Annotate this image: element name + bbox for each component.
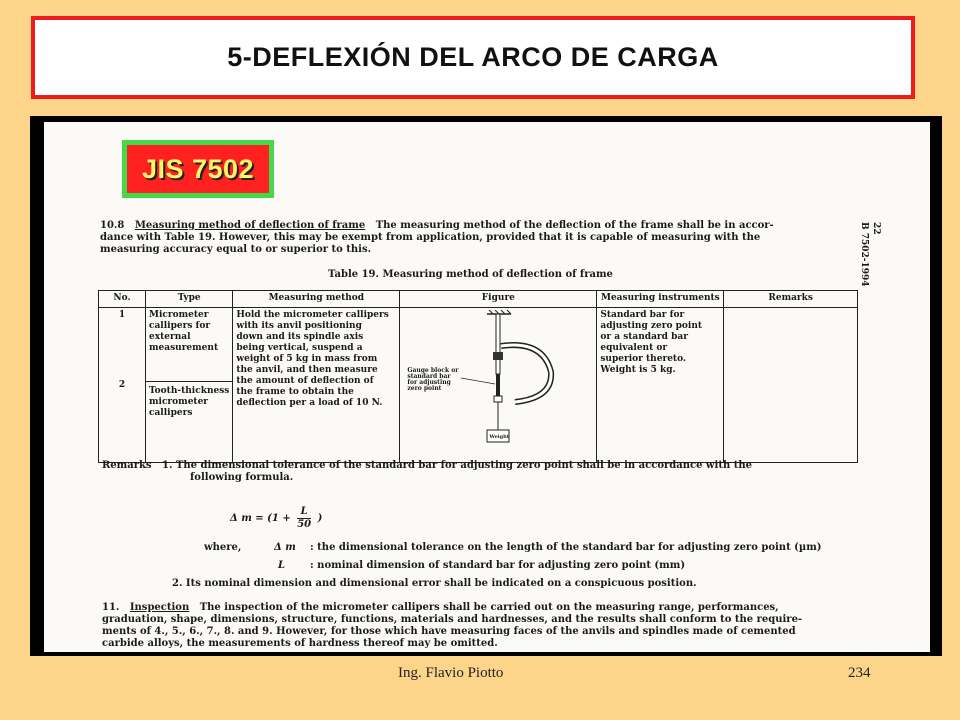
- type-cell: [146, 308, 233, 463]
- row1-type-line: measurement: [149, 343, 219, 353]
- table-row: [99, 308, 858, 463]
- row1-type-line: external: [149, 332, 191, 342]
- method-line: the amount of deflection of: [236, 376, 374, 386]
- instruments-line: equivalent or: [600, 343, 668, 353]
- section-11-line1: [102, 602, 779, 614]
- figure-label-line: for adjusting: [407, 379, 451, 386]
- figure-label-line: Gauge block or: [407, 367, 459, 374]
- table-title: Table 19. Measuring method of deflection of frame: [328, 269, 613, 280]
- slide-title: 5-DEFLEXIÓN DEL ARCO DE CARGA: [227, 42, 719, 72]
- formula-right: ): [317, 513, 323, 524]
- footer-page-number: 234: [848, 665, 871, 681]
- section-11-text-line2: graduation, shape, dimensions, structure, functions, materials and hardnesses, and the results shall conform to the require-: [102, 614, 803, 625]
- where-definition-dm: : the dimensional tolerance on the length of the standard bar for adjusting zero point (µm): [310, 542, 822, 553]
- section-11-text: The inspection of the micrometer callipers shall be carried out on the measuring range, performances,: [199, 602, 779, 613]
- header-method: Measuring method: [233, 291, 400, 308]
- remarks-label: Remarks: [102, 460, 152, 471]
- where-symbol-dm: Δ m: [274, 542, 296, 553]
- deflection-figure: [403, 310, 573, 450]
- section-number: 10.8: [100, 220, 125, 231]
- formula-denominator: 50: [297, 519, 312, 530]
- where-label: where,: [204, 542, 242, 553]
- method-line: weight of 5 kg in mass from: [236, 354, 378, 364]
- header-instruments: Measuring instruments: [597, 291, 724, 308]
- section-11-number: 11.: [102, 602, 120, 613]
- table-header-row: [99, 291, 858, 308]
- instruments-line: Weight is 5 kg.: [600, 365, 676, 375]
- method-line: down and its spindle axis: [236, 332, 364, 342]
- figure-cell: [400, 308, 597, 463]
- where-definition-l: : nominal dimension of standard bar for adjusting zero point (mm): [310, 560, 686, 571]
- method-line: deflection per a load of 10 N.: [236, 398, 383, 408]
- section-11-text-line4: carbide alloys, the measurements of hardness thereof may be omitted.: [102, 638, 498, 649]
- figure-label-line: zero point: [407, 385, 442, 392]
- instruments-line: adjusting zero point: [600, 321, 703, 331]
- scanned-page: [44, 122, 930, 652]
- weight-label: Weight: [489, 434, 510, 440]
- standard-page-header: [858, 222, 882, 287]
- header-figure: Figure: [400, 291, 597, 308]
- row1-no: 1: [118, 310, 126, 320]
- tolerance-formula: [230, 506, 322, 531]
- method-cell: [233, 308, 400, 463]
- section-heading: Measuring method of deflection of frame: [134, 220, 366, 231]
- formula-left: Δ m = (1 +: [230, 513, 291, 524]
- remark-2: 2. Its nominal dimension and dimensional error shall be indicated on a conspicuous position.: [172, 578, 697, 589]
- page-number: 22: [871, 222, 881, 235]
- figure-label: [407, 368, 458, 392]
- jis-badge-label: JIS 7502: [141, 153, 255, 184]
- remark-1-text-line2: following formula.: [190, 472, 294, 483]
- figure-label-line: standard bar: [407, 373, 451, 380]
- measuring-method-table: [98, 290, 858, 463]
- row2-type-line: Tooth-thickness: [149, 386, 230, 396]
- section-10-8-line1: [100, 220, 774, 232]
- section-text-line2: dance with Table 19. However, this may be exempt from application, provided that it is capable of measuring with the: [100, 232, 761, 243]
- section-text: The measuring method of the deflection of the frame shall be in accor-: [375, 220, 774, 231]
- remarks-cell: [724, 308, 858, 463]
- remark-1: [102, 460, 752, 472]
- row2-type-line: micrometer: [149, 397, 209, 407]
- row1-type-line: callipers for: [149, 321, 211, 331]
- row2-no: 2: [118, 380, 126, 390]
- header-no: No.: [99, 291, 146, 308]
- section-11-heading: Inspection: [129, 602, 190, 613]
- slide-title-box: [31, 16, 915, 99]
- method-line: Hold the micrometer callipers: [236, 310, 389, 320]
- row-numbers: [99, 308, 146, 463]
- formula-numerator: L: [297, 506, 311, 519]
- instruments-cell: [597, 308, 724, 463]
- header-type: Type: [146, 291, 233, 308]
- section-text-line3: measuring accuracy equal to or superior to this.: [100, 244, 372, 255]
- header-remarks: Remarks: [724, 291, 858, 308]
- where-symbol-l: L: [278, 560, 286, 571]
- instruments-line: superior thereto.: [600, 354, 687, 364]
- standard-code: B 7502-1994: [859, 222, 869, 287]
- footer-author: Ing. Flavio Piotto: [398, 665, 504, 681]
- remark-1-text: 1. The dimensional tolerance of the standard bar for adjusting zero point shall be in accordance with the: [162, 460, 752, 471]
- method-line: being vertical, suspend a: [236, 343, 363, 353]
- jis-standard-badge: [122, 140, 274, 198]
- row2-type-line: callipers: [149, 408, 193, 418]
- method-line: with its anvil positioning: [236, 321, 362, 331]
- method-line: the frame to obtain the: [236, 387, 354, 397]
- row1-type-line: Micrometer: [149, 310, 209, 320]
- section-11-text-line3: ments of 4., 5., 6., 7., 8. and 9. However, for those which have measuring faces of the anvils and spindles made of cemented: [102, 626, 796, 637]
- instruments-line: Standard bar for: [600, 310, 685, 320]
- formula-fraction: [297, 506, 311, 531]
- instruments-line: or a standard bar: [600, 332, 688, 342]
- method-line: the anvil, and then measure: [236, 365, 378, 375]
- row-divider: [146, 354, 232, 382]
